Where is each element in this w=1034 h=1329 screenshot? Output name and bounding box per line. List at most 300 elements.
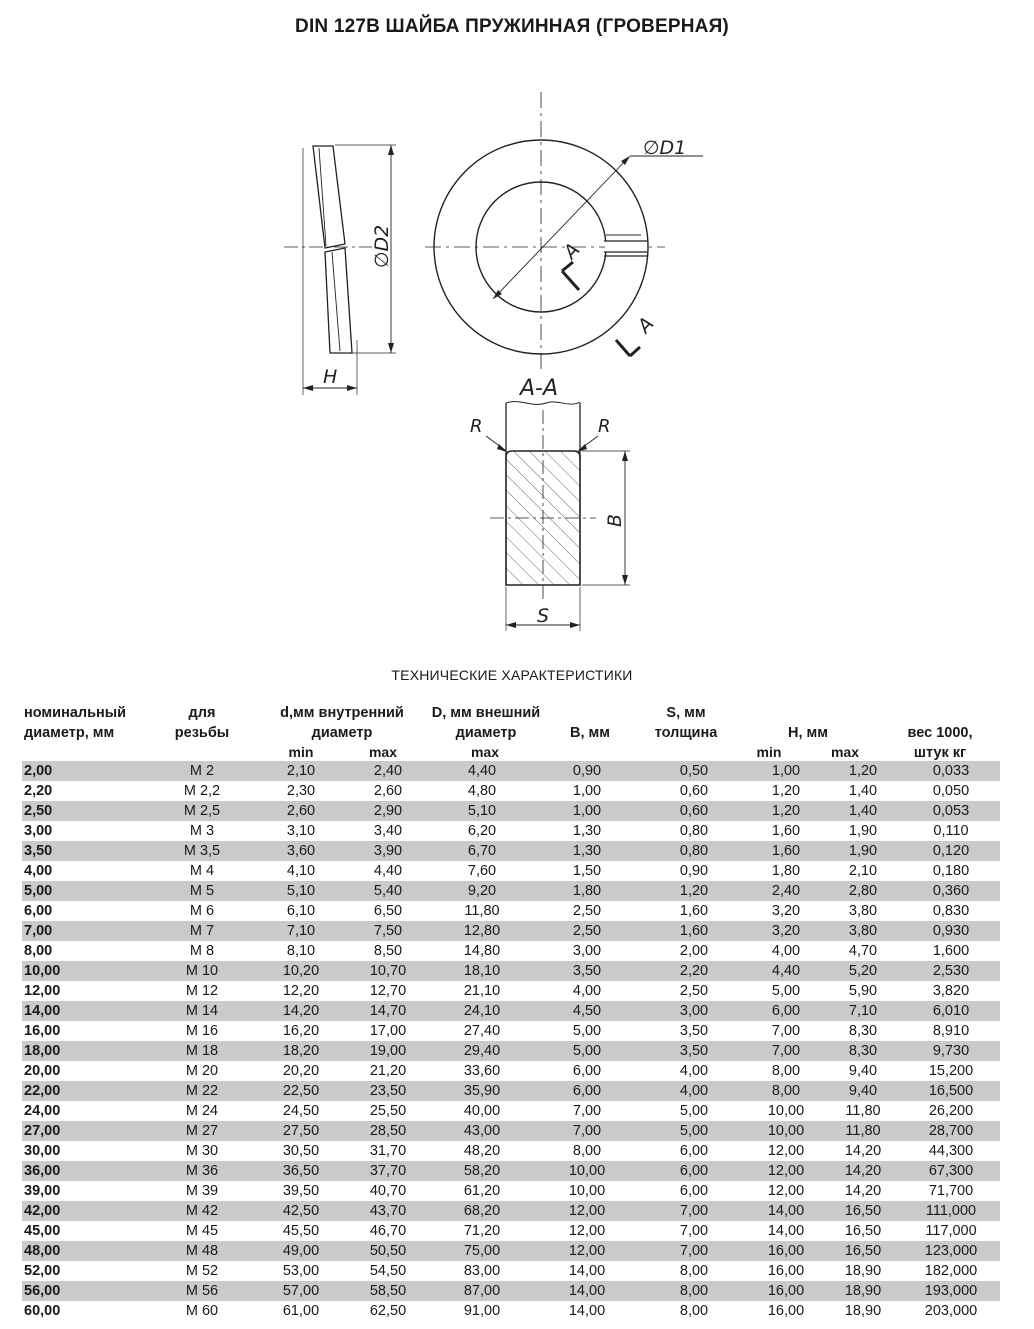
cell-d-min: 5,10: [256, 881, 346, 901]
front-view: [425, 92, 703, 370]
cell-h-min: 1,20: [771, 783, 801, 799]
cell-h-min: 16,00: [748, 1241, 824, 1261]
cell-weight: 0,360: [902, 881, 1000, 901]
cell-thread: M 8: [189, 943, 215, 959]
cell-D-max: 4,80: [467, 783, 497, 799]
table-row: [22, 821, 1000, 841]
header-s: S, мм толщина: [654, 705, 718, 741]
cell-thread: M 56: [148, 1281, 256, 1301]
header-outer-diameter: D, мм внешний диаметр: [431, 705, 541, 741]
cell-h-max: 5,90: [848, 983, 878, 999]
table-row: [22, 781, 1000, 801]
cell-d-max: 17,00: [369, 1023, 407, 1039]
cell-D-max: 7,60: [467, 863, 497, 879]
table-row: [22, 1001, 1000, 1021]
cell-h-min: 12,00: [767, 1143, 805, 1159]
cell-h-max: 3,80: [824, 921, 902, 941]
cell-nominal-diameter: 30,00: [24, 1143, 61, 1159]
cell-weight: 0,930: [902, 921, 1000, 941]
cell-weight: 193,000: [902, 1281, 1000, 1301]
cell-s: 7,00: [640, 1241, 748, 1261]
cell-s: 7,00: [640, 1201, 748, 1221]
cell-weight: 3,820: [932, 983, 970, 999]
cell-h-max: 9,40: [848, 1063, 878, 1079]
table-row: [22, 1081, 1000, 1101]
cell-thread: M 27: [148, 1121, 256, 1141]
cell-s: 4,00: [640, 1081, 748, 1101]
cell-h-max: 3,80: [848, 903, 878, 919]
cell-d-min: 22,50: [256, 1081, 346, 1101]
d2-label: ∅D2: [371, 224, 393, 268]
cell-b: 2,50: [534, 921, 640, 941]
cell-weight: 203,000: [924, 1303, 978, 1319]
cell-b: 1,00: [534, 801, 640, 821]
cell-s: 0,60: [679, 783, 709, 799]
cell-h-min: 14,00: [748, 1201, 824, 1221]
cell-b: 0,90: [534, 761, 640, 781]
cell-d-min: 2,60: [256, 801, 346, 821]
cell-h-max: 5,20: [824, 961, 902, 981]
header-b: B, мм: [570, 725, 610, 741]
cell-h-max: 14,20: [824, 1161, 902, 1181]
cell-d-max: 10,70: [346, 961, 430, 981]
cell-nominal-diameter: 2,50: [22, 801, 148, 821]
cell-h-min: 8,00: [748, 1081, 824, 1101]
header-h: H, мм: [788, 725, 828, 741]
cell-d-min: 2,30: [286, 783, 316, 799]
cell-b: 4,00: [572, 983, 602, 999]
cell-nominal-diameter: 39,00: [24, 1183, 61, 1199]
cell-s: 0,80: [640, 841, 748, 861]
cell-s: 8,00: [640, 1281, 748, 1301]
cell-h-max: 18,90: [844, 1303, 882, 1319]
table-row: [22, 1181, 1000, 1201]
cell-d-max: 31,70: [369, 1143, 407, 1159]
cell-h-min: 1,60: [748, 841, 824, 861]
cell-thread: M 39: [185, 1183, 219, 1199]
table-row: [22, 1201, 1000, 1221]
cell-d-min: 2,10: [256, 761, 346, 781]
cell-d-max: 28,50: [346, 1121, 430, 1141]
cell-d-max: 37,70: [346, 1161, 430, 1181]
cell-D-max: 12,80: [430, 921, 534, 941]
cell-D-max: 48,20: [463, 1143, 501, 1159]
cell-b: 14,00: [568, 1303, 606, 1319]
cell-b: 1,30: [534, 841, 640, 861]
cell-nominal-diameter: 18,00: [22, 1041, 148, 1061]
cell-weight: 44,300: [928, 1143, 974, 1159]
cell-s: 3,50: [679, 1023, 709, 1039]
cell-D-max: 68,20: [430, 1201, 534, 1221]
cell-h-max: 7,10: [824, 1001, 902, 1021]
table-row: [22, 841, 1000, 861]
cell-d-max: 2,60: [373, 783, 403, 799]
cell-h-min: 7,00: [748, 1041, 824, 1061]
cell-d-max: 3,40: [373, 823, 403, 839]
cell-b: 1,80: [534, 881, 640, 901]
cell-s: 6,00: [679, 1143, 709, 1159]
cell-thread: M 45: [185, 1223, 219, 1239]
table-title: ТЕХНИЧЕСКИЕ ХАРАКТЕРИСТИКИ: [391, 667, 633, 683]
cell-b: 6,00: [534, 1081, 640, 1101]
cell-h-max: 9,40: [824, 1081, 902, 1101]
cell-b: 1,50: [572, 863, 602, 879]
cell-b: 8,00: [572, 1143, 602, 1159]
table-row: [22, 1221, 1000, 1241]
cell-weight: 117,000: [925, 1223, 977, 1239]
cell-d-min: 20,20: [282, 1063, 320, 1079]
cell-D-max: 40,00: [463, 1103, 501, 1119]
h-label: H: [323, 366, 338, 388]
cell-h-max: 16,50: [824, 1201, 902, 1221]
table-row: [22, 941, 1000, 961]
cell-h-min: 5,00: [771, 983, 801, 999]
cell-thread: M 30: [185, 1143, 219, 1159]
cell-d-min: 14,20: [256, 1001, 346, 1021]
cell-b: 14,00: [534, 1281, 640, 1301]
cell-b: 3,50: [534, 961, 640, 981]
cell-d-max: 6,50: [373, 903, 403, 919]
cell-d-max: 2,90: [346, 801, 430, 821]
cell-thread: M 3,5: [148, 841, 256, 861]
cell-thread: M 7: [148, 921, 256, 941]
cell-nominal-diameter: 36,00: [22, 1161, 148, 1181]
cell-b: 12,00: [534, 1201, 640, 1221]
cell-h-min: 14,00: [767, 1223, 805, 1239]
cell-d-max: 4,40: [373, 863, 403, 879]
cell-s: 8,00: [679, 1263, 709, 1279]
cell-s: 2,50: [679, 983, 709, 999]
cell-h-min: 8,00: [771, 1063, 801, 1079]
cell-b: 3,00: [572, 943, 602, 959]
cell-b: 10,00: [568, 1183, 606, 1199]
cell-nominal-diameter: 8,00: [24, 943, 53, 959]
cell-d-max: 5,40: [346, 881, 430, 901]
cell-d-min: 3,10: [286, 823, 316, 839]
cell-d-max: 8,50: [373, 943, 403, 959]
cell-d-max: 3,90: [346, 841, 430, 861]
cell-s: 3,00: [640, 1001, 748, 1021]
cell-d-max: 40,70: [369, 1183, 407, 1199]
cell-weight: 0,110: [933, 823, 969, 839]
specs-table-body: [22, 761, 1000, 1321]
cell-D-max: 33,60: [463, 1063, 501, 1079]
cell-nominal-diameter: 5,00: [22, 881, 148, 901]
cell-s: 0,90: [679, 863, 709, 879]
cell-b: 7,00: [572, 1103, 602, 1119]
cell-b: 4,50: [534, 1001, 640, 1021]
cell-d-max: 62,50: [369, 1303, 407, 1319]
cell-thread: M 24: [185, 1103, 219, 1119]
cell-thread: M 18: [148, 1041, 256, 1061]
cell-s: 4,00: [679, 1063, 709, 1079]
cell-d-max: 21,20: [369, 1063, 407, 1079]
cell-thread: M 2: [148, 761, 256, 781]
header-D-max: max: [470, 744, 500, 760]
cell-nominal-diameter: 56,00: [22, 1281, 148, 1301]
cell-D-max: 14,80: [463, 943, 501, 959]
header-inner-diameter: d,мм внутренний диаметр: [280, 705, 404, 741]
cell-h-max: 11,80: [824, 1121, 902, 1141]
cell-h-max: 18,90: [824, 1281, 902, 1301]
r-label-right: R: [598, 416, 611, 437]
header-weight: вес 1000, штук кг: [907, 725, 973, 761]
cell-D-max: 71,20: [463, 1223, 501, 1239]
cell-b: 5,00: [572, 1023, 602, 1039]
cell-h-min: 1,60: [771, 823, 801, 839]
cell-weight: 71,700: [928, 1183, 974, 1199]
cell-d-min: 6,10: [286, 903, 316, 919]
cell-nominal-diameter: 14,00: [22, 1001, 148, 1021]
table-row: [22, 1141, 1000, 1161]
table-row: [22, 1301, 1000, 1321]
section-aa-title: A-A: [520, 376, 559, 401]
cell-d-max: 12,70: [369, 983, 407, 999]
header-thread: для резьбы: [174, 705, 230, 741]
cell-thread: M 60: [185, 1303, 219, 1319]
cell-weight: 0,120: [902, 841, 1000, 861]
cell-b: 2,50: [572, 903, 602, 919]
cell-d-min: 61,00: [282, 1303, 320, 1319]
cell-weight: 182,000: [924, 1263, 978, 1279]
cell-weight: 26,200: [928, 1103, 974, 1119]
cell-D-max: 4,40: [430, 761, 534, 781]
cell-nominal-diameter: 10,00: [22, 961, 148, 981]
table-row: [22, 901, 1000, 921]
cell-weight: 1,600: [932, 943, 970, 959]
cell-s: 2,20: [640, 961, 748, 981]
cell-d-min: 53,00: [282, 1263, 320, 1279]
cell-d-min: 8,10: [286, 943, 316, 959]
cell-s: 1,20: [640, 881, 748, 901]
cell-nominal-diameter: 12,00: [24, 983, 61, 999]
cell-s: 6,00: [679, 1183, 709, 1199]
cell-h-max: 11,80: [845, 1103, 881, 1119]
cell-nominal-diameter: 2,00: [22, 761, 148, 781]
cell-D-max: 21,10: [463, 983, 501, 999]
cell-s: 8,00: [679, 1303, 709, 1319]
cell-h-min: 4,40: [748, 961, 824, 981]
cell-d-min: 27,50: [256, 1121, 346, 1141]
cell-h-max: 16,50: [824, 1241, 902, 1261]
cell-d-min: 16,20: [282, 1023, 320, 1039]
cell-d-min: 7,10: [256, 921, 346, 941]
cell-h-min: 1,80: [771, 863, 801, 879]
cell-weight: 16,500: [902, 1081, 1000, 1101]
table-row: [22, 1041, 1000, 1061]
cell-nominal-diameter: 3,50: [22, 841, 148, 861]
cell-h-min: 16,00: [767, 1263, 805, 1279]
cell-D-max: 61,20: [463, 1183, 501, 1199]
cell-s: 2,00: [679, 943, 709, 959]
cell-h-min: 2,40: [748, 881, 824, 901]
cell-nominal-diameter: 4,00: [24, 863, 53, 879]
cell-thread: M 3: [189, 823, 215, 839]
cell-thread: M 10: [148, 961, 256, 981]
cell-s: 1,60: [640, 921, 748, 941]
cell-h-min: 3,20: [748, 921, 824, 941]
cell-D-max: 5,10: [430, 801, 534, 821]
cell-d-min: 49,00: [256, 1241, 346, 1261]
table-row: [22, 921, 1000, 941]
cell-weight: 0,050: [932, 783, 970, 799]
cell-weight: 9,730: [902, 1041, 1000, 1061]
cell-d-max: 58,50: [346, 1281, 430, 1301]
s-label: S: [537, 605, 550, 627]
section-a-label-inner: A: [559, 238, 585, 264]
cell-nominal-diameter: 45,00: [24, 1223, 61, 1239]
cell-D-max: 43,00: [430, 1121, 534, 1141]
cell-h-min: 12,00: [748, 1161, 824, 1181]
cell-d-max: 14,70: [346, 1001, 430, 1021]
cell-h-max: 2,80: [824, 881, 902, 901]
cell-weight: 0,053: [902, 801, 1000, 821]
cell-weight: 15,200: [928, 1063, 974, 1079]
cell-D-max: 18,10: [430, 961, 534, 981]
cell-D-max: 91,00: [463, 1303, 501, 1319]
table-row: [22, 1281, 1000, 1301]
cell-thread: M 16: [185, 1023, 219, 1039]
header-d-min: min: [288, 744, 314, 760]
cell-h-max: 16,50: [844, 1223, 882, 1239]
cell-thread: M 42: [148, 1201, 256, 1221]
cell-thread: M 52: [185, 1263, 219, 1279]
cell-weight: 0,180: [932, 863, 970, 879]
cell-thread: M 5: [148, 881, 256, 901]
cell-h-max: 1,40: [824, 801, 902, 821]
cell-b: 6,00: [572, 1063, 602, 1079]
cell-weight: 0,830: [932, 903, 970, 919]
cell-d-max: 7,50: [346, 921, 430, 941]
cell-s: 5,00: [640, 1121, 748, 1141]
header-d-max: max: [368, 744, 398, 760]
cell-nominal-diameter: 7,00: [22, 921, 148, 941]
table-row: [22, 1241, 1000, 1261]
cell-D-max: 11,80: [464, 903, 500, 919]
cell-nominal-diameter: 2,20: [24, 783, 53, 799]
cell-thread: M 12: [185, 983, 219, 999]
cell-b: 7,00: [534, 1121, 640, 1141]
cell-h-min: 1,00: [748, 761, 824, 781]
cell-weight: 8,910: [932, 1023, 970, 1039]
cell-d-max: 23,50: [346, 1081, 430, 1101]
table-row: [22, 1101, 1000, 1121]
table-row: [22, 861, 1000, 881]
cell-thread: M 4: [189, 863, 215, 879]
r-label-left: R: [470, 416, 483, 437]
cell-h-max: 1,90: [824, 841, 902, 861]
cell-d-min: 4,10: [286, 863, 316, 879]
cell-b: 5,00: [534, 1041, 640, 1061]
cell-b: 1,00: [572, 783, 602, 799]
cell-d-max: 54,50: [369, 1263, 407, 1279]
cell-h-max: 1,20: [824, 761, 902, 781]
cell-thread: M 6: [189, 903, 215, 919]
cell-h-min: 10,00: [748, 1121, 824, 1141]
cell-d-min: 57,00: [256, 1281, 346, 1301]
cell-h-max: 14,20: [844, 1143, 882, 1159]
cell-s: 0,50: [640, 761, 748, 781]
cell-D-max: 29,40: [430, 1041, 534, 1061]
cell-h-min: 1,20: [748, 801, 824, 821]
table-row: [22, 1121, 1000, 1141]
table-row: [22, 1161, 1000, 1181]
table-row: [22, 1061, 1000, 1081]
cell-D-max: 6,70: [430, 841, 534, 861]
cell-weight: 111,000: [902, 1201, 1000, 1221]
cell-thread: M 2,2: [183, 783, 221, 799]
cell-h-max: 1,40: [848, 783, 878, 799]
page-title: DIN 127B ШАЙБА ПРУЖИННАЯ (ГРОВЕРНАЯ): [295, 16, 729, 37]
cell-weight: 2,530: [902, 961, 1000, 981]
cell-thread: M 48: [148, 1241, 256, 1261]
cell-d-min: 18,20: [256, 1041, 346, 1061]
cell-weight: 28,700: [902, 1121, 1000, 1141]
header-nominal: номинальный диаметр, мм: [24, 705, 127, 741]
cell-nominal-diameter: 24,00: [24, 1103, 61, 1119]
cell-d-min: 36,50: [256, 1161, 346, 1181]
cell-nominal-diameter: 22,00: [22, 1081, 148, 1101]
cell-nominal-diameter: 3,00: [24, 823, 53, 839]
cell-nominal-diameter: 48,00: [22, 1241, 148, 1261]
cell-h-min: 16,00: [748, 1281, 824, 1301]
cell-d-min: 24,50: [282, 1103, 320, 1119]
cell-D-max: 6,20: [467, 823, 497, 839]
table-row: [22, 761, 1000, 781]
specs-table: [22, 761, 1000, 1321]
table-row: [22, 961, 1000, 981]
cell-s: 5,00: [679, 1103, 709, 1119]
cell-d-max: 2,40: [346, 761, 430, 781]
header-h-min: min: [756, 744, 782, 760]
cell-nominal-diameter: 60,00: [24, 1303, 61, 1319]
cell-s: 1,60: [679, 903, 709, 919]
cell-thread: M 14: [148, 1001, 256, 1021]
cell-nominal-diameter: 16,00: [24, 1023, 61, 1039]
cell-D-max: 27,40: [463, 1023, 501, 1039]
cell-weight: 123,000: [902, 1241, 1000, 1261]
cell-D-max: 83,00: [463, 1263, 501, 1279]
cell-d-min: 45,50: [282, 1223, 320, 1239]
cell-nominal-diameter: 42,00: [22, 1201, 148, 1221]
table-row: [22, 981, 1000, 1001]
cell-nominal-diameter: 6,00: [24, 903, 53, 919]
cell-d-min: 10,20: [256, 961, 346, 981]
cell-D-max: 35,90: [430, 1081, 534, 1101]
cell-h-min: 6,00: [748, 1001, 824, 1021]
cell-s: 7,00: [679, 1223, 709, 1239]
cell-nominal-diameter: 20,00: [24, 1063, 61, 1079]
cell-d-min: 30,50: [282, 1143, 320, 1159]
cell-s: 0,80: [679, 823, 709, 839]
table-row: [22, 1021, 1000, 1041]
cell-b: 10,00: [534, 1161, 640, 1181]
cell-h-max: 8,30: [848, 1023, 878, 1039]
cell-s: 6,00: [640, 1161, 748, 1181]
cell-nominal-diameter: 52,00: [24, 1263, 61, 1279]
cell-thread: M 36: [148, 1161, 256, 1181]
cell-d-min: 42,50: [256, 1201, 346, 1221]
table-row: [22, 881, 1000, 901]
cell-d-max: 25,50: [369, 1103, 407, 1119]
washer-technical-drawing: [0, 0, 1034, 660]
cell-thread: M 20: [185, 1063, 219, 1079]
cell-s: 3,50: [640, 1041, 748, 1061]
cell-d-max: 46,70: [369, 1223, 407, 1239]
cell-d-max: 19,00: [346, 1041, 430, 1061]
cell-D-max: 87,00: [430, 1281, 534, 1301]
cell-thread: M 22: [148, 1081, 256, 1101]
